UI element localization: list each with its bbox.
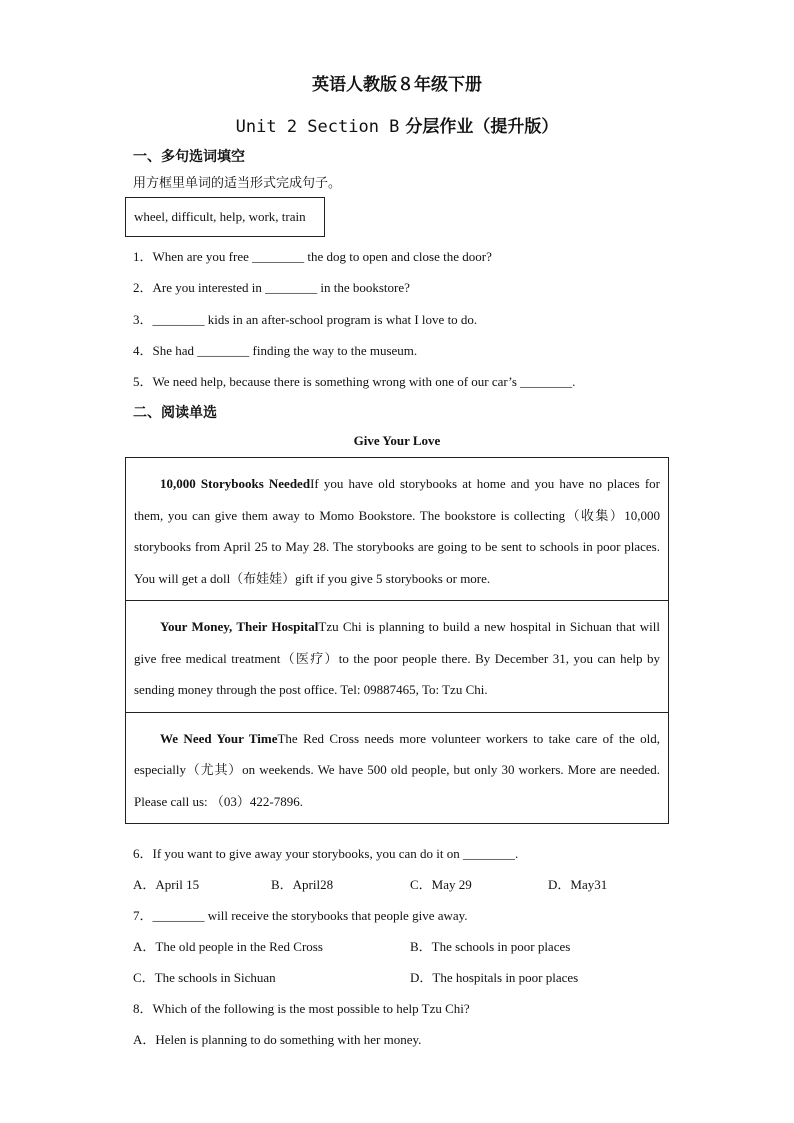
ad-heading: We Need Your Time (160, 730, 278, 746)
question-7: 7．________ will receive the storybooks that people give away. (133, 908, 468, 923)
ad-red-cross (126, 713, 668, 824)
ad-heading: 10,000 Storybooks Needed (160, 476, 311, 491)
ad-storybooks (126, 458, 668, 601)
ad-heading: Your Money, Their Hospital (160, 619, 319, 634)
section1-instruction: 用方框里单词的适当形式完成句子。 (133, 176, 342, 191)
word-box (125, 197, 325, 237)
q8-option-a: A．Helen is planning to do something with her money. (133, 1032, 422, 1047)
unit-label: Unit 2 Section B (235, 117, 400, 137)
question-6: 6．If you want to give away your storybooks, you can do it on ________. (133, 846, 519, 861)
q7-option-c: C．The schools in Sichuan (133, 970, 276, 985)
question-3: 3．________ kids in an after-school program is what I love to do. (133, 312, 478, 327)
q7-option-a: A．The old people in the Red Cross (133, 939, 323, 954)
ad-hospital (126, 601, 668, 713)
q6-option-c: C．May 29 (410, 877, 472, 892)
passage-title: Give Your Love (353, 433, 441, 448)
ad-body: Tzu Chi is planning to build a new hospital in Sichuan that will give free medical treatment（医疗）to the poor people there. By December 31, you can help by sending money through the post office. Tel: 09887465, To: Tzu Chi. (134, 619, 660, 697)
question-8: 8．Which of the following is the most possible to help Tzu Chi? (133, 1001, 470, 1016)
question-5: 5．We need help, because there is something wrong with one of our car’s ________. (133, 374, 576, 389)
ad-body: The Red Cross needs more volunteer workers to take care of the old, especially（尤其）on weekends. We have 500 old people, but only 30 workers. More are needed. Please call us: （03）422-7896. (134, 730, 660, 809)
page-title: 英语人教版８年级下册 (312, 75, 482, 95)
word-box-text: wheel, difficult, help, work, train (134, 209, 306, 224)
question-1: 1．When are you free ________ the dog to open and close the door? (133, 249, 492, 264)
section2-heading: 二、阅读单选 (133, 405, 217, 421)
question-2: 2．Are you interested in ________ in the bookstore? (133, 280, 410, 295)
q7-option-b: B．The schools in poor places (410, 939, 571, 954)
q6-option-d: D．May31 (548, 877, 608, 892)
ad-body: If you have old storybooks at home and you have no places for them, you can give them away to Momo Bookstore. The bookstore is collecting（收集）10,000 storybooks from April 25 to May 28. The storybooks are going to be sent to schools in poor places. You will get a doll（布娃娃）gift if you give 5 storybooks or more. (134, 476, 660, 586)
q6-option-b: B．April28 (271, 877, 334, 892)
q7-option-d: D．The hospitals in poor places (410, 970, 579, 985)
section1-heading: 一、多句选词填空 (133, 149, 245, 165)
q6-option-a: A．April 15 (133, 877, 200, 892)
subtitle-label: 分层作业（提升版） (399, 117, 559, 137)
page-subtitle (0, 112, 794, 137)
question-4: 4．She had ________ finding the way to the museum. (133, 343, 418, 358)
passage-table (125, 457, 669, 824)
